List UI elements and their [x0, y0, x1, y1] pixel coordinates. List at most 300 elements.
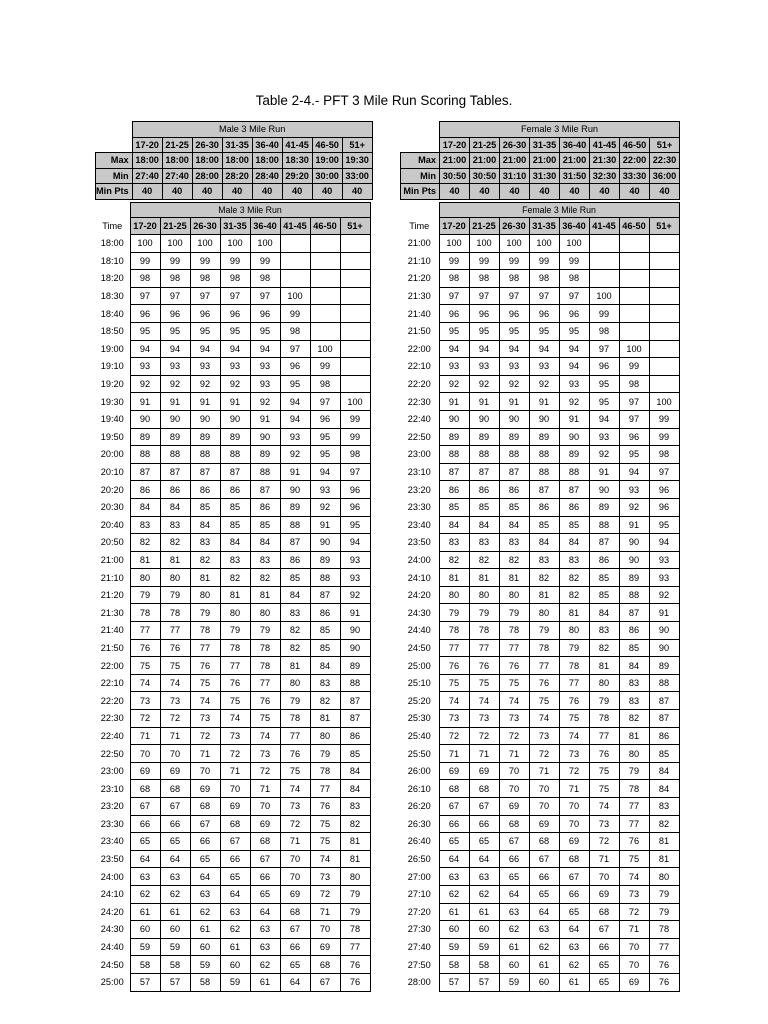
score-cell: 68 [439, 780, 469, 798]
summary-value: 28:20 [222, 168, 252, 184]
score-cell: 87 [280, 534, 310, 552]
score-cell: 98 [469, 270, 499, 288]
score-cell: 81 [280, 657, 310, 675]
table-row [400, 710, 679, 728]
score-cell: 80 [310, 727, 340, 745]
score-cell: 91 [439, 393, 469, 411]
score-cell: 90 [619, 551, 649, 569]
score-cell: 87 [160, 463, 190, 481]
score-cell: 73 [280, 798, 310, 816]
score-cell: 62 [130, 885, 160, 903]
summary-value: 40 [192, 184, 222, 200]
score-cell: 69 [589, 885, 619, 903]
score-cell: 94 [559, 340, 589, 358]
table-row [400, 727, 679, 745]
age-group-header: 17-20 [132, 137, 162, 153]
score-cell: 84 [469, 516, 499, 534]
score-cell: 95 [529, 322, 559, 340]
score-cell: 81 [250, 586, 280, 604]
score-cell [589, 235, 619, 253]
table-row [95, 622, 370, 640]
female-summary-title: Female 3 Mile Run [440, 122, 680, 138]
score-cell: 71 [130, 727, 160, 745]
score-cell: 89 [160, 428, 190, 446]
time-cell: 24:50 [407, 642, 431, 653]
table-row [400, 921, 679, 939]
score-cell: 76 [649, 956, 679, 974]
score-cell: 76 [340, 973, 370, 991]
score-cell: 85 [340, 745, 370, 763]
score-cell: 79 [280, 692, 310, 710]
score-cell: 81 [340, 833, 370, 851]
score-cell: 89 [280, 498, 310, 516]
score-cell [340, 375, 370, 393]
score-cell: 75 [589, 780, 619, 798]
score-cell: 83 [280, 604, 310, 622]
summary-row-label: Min Pts [96, 184, 133, 200]
table-row [95, 586, 370, 604]
score-cell: 95 [220, 322, 250, 340]
score-cell: 58 [130, 956, 160, 974]
table-row [400, 692, 679, 710]
score-cell: 92 [559, 393, 589, 411]
score-cell: 81 [619, 727, 649, 745]
score-cell: 93 [250, 358, 280, 376]
table-row [400, 287, 679, 305]
score-cell: 83 [340, 798, 370, 816]
score-cell: 63 [190, 885, 220, 903]
score-cell: 97 [250, 287, 280, 305]
score-cell: 66 [130, 815, 160, 833]
score-cell: 98 [220, 270, 250, 288]
time-cell: 27:10 [407, 889, 431, 900]
score-cell: 91 [619, 516, 649, 534]
table-row [400, 833, 679, 851]
table-row [400, 674, 679, 692]
score-cell: 63 [559, 938, 589, 956]
table-row [95, 815, 370, 833]
score-cell: 98 [340, 446, 370, 464]
score-cell [649, 340, 679, 358]
score-cell: 88 [250, 463, 280, 481]
score-cell: 99 [529, 252, 559, 270]
score-cell: 57 [439, 973, 469, 991]
score-cell: 78 [649, 921, 679, 939]
score-cell: 88 [439, 446, 469, 464]
score-cell: 79 [340, 903, 370, 921]
score-cell: 92 [190, 375, 220, 393]
score-cell: 83 [649, 798, 679, 816]
score-cell: 62 [220, 921, 250, 939]
score-cell: 74 [439, 692, 469, 710]
score-cell: 100 [220, 235, 250, 253]
time-cell: 21:30 [407, 291, 431, 302]
table-row [95, 692, 370, 710]
score-cell: 72 [589, 833, 619, 851]
score-cell: 65 [499, 868, 529, 886]
score-cell: 93 [160, 358, 190, 376]
score-cell: 82 [469, 551, 499, 569]
score-cell: 79 [499, 604, 529, 622]
score-cell [649, 270, 679, 288]
score-cell: 73 [439, 710, 469, 728]
score-cell: 93 [619, 481, 649, 499]
table-row [400, 798, 679, 816]
time-cell: 23:10 [100, 783, 124, 794]
score-cell: 97 [310, 393, 340, 411]
time-cell: 21:20 [100, 590, 124, 601]
score-cell [310, 235, 340, 253]
score-cell [310, 270, 340, 288]
age-group-header: 46-50 [312, 137, 342, 153]
table-row [95, 375, 370, 393]
score-cell: 98 [499, 270, 529, 288]
score-cell [589, 270, 619, 288]
score-cell: 93 [250, 375, 280, 393]
score-cell: 88 [220, 446, 250, 464]
score-cell: 70 [310, 921, 340, 939]
time-cell: 25:40 [407, 730, 431, 741]
score-cell: 96 [439, 305, 469, 323]
score-cell: 74 [160, 674, 190, 692]
score-cell: 94 [619, 463, 649, 481]
score-cell [310, 252, 340, 270]
table-row [95, 235, 370, 253]
score-cell: 85 [439, 498, 469, 516]
score-cell: 93 [190, 358, 220, 376]
score-cell: 91 [130, 393, 160, 411]
score-cell: 76 [280, 745, 310, 763]
score-cell [340, 340, 370, 358]
score-cell: 71 [439, 745, 469, 763]
score-cell: 63 [529, 921, 559, 939]
male-table-title: Male 3 Mile Run [130, 203, 370, 218]
score-cell: 100 [649, 393, 679, 411]
score-cell: 90 [439, 410, 469, 428]
score-cell: 91 [160, 393, 190, 411]
score-cell: 90 [220, 410, 250, 428]
summary-value: 28:00 [192, 168, 222, 184]
score-cell: 76 [649, 973, 679, 991]
score-cell: 72 [130, 710, 160, 728]
time-cell: 25:10 [407, 678, 431, 689]
score-cell [280, 252, 310, 270]
score-cell: 82 [499, 551, 529, 569]
score-cell: 83 [559, 551, 589, 569]
score-cell: 74 [280, 780, 310, 798]
time-cell: 22:50 [407, 431, 431, 442]
score-cell: 97 [619, 410, 649, 428]
score-cell: 67 [559, 868, 589, 886]
time-cell: 24:40 [100, 942, 124, 953]
score-cell: 93 [649, 569, 679, 587]
score-cell [340, 358, 370, 376]
score-cell: 77 [649, 938, 679, 956]
score-cell: 75 [589, 762, 619, 780]
table-row [95, 340, 370, 358]
score-cell: 94 [559, 358, 589, 376]
time-cell: 21:00 [100, 554, 124, 565]
score-cell: 67 [499, 833, 529, 851]
time-cell: 22:20 [407, 379, 431, 390]
time-cell: 20:40 [100, 519, 124, 530]
score-cell: 85 [220, 498, 250, 516]
score-cell: 82 [589, 639, 619, 657]
table-row [400, 428, 679, 446]
score-cell: 68 [499, 815, 529, 833]
time-cell: 24:00 [407, 554, 431, 565]
table-row [95, 762, 370, 780]
score-cell: 90 [469, 410, 499, 428]
score-cell: 66 [499, 850, 529, 868]
score-cell: 62 [559, 956, 589, 974]
time-cell: 21:50 [407, 326, 431, 337]
table-row [95, 270, 370, 288]
score-cell: 89 [220, 428, 250, 446]
score-cell: 64 [130, 850, 160, 868]
time-cell: 25:00 [100, 977, 124, 988]
score-cell: 100 [499, 235, 529, 253]
time-cell: 22:10 [100, 678, 124, 689]
time-cell: 23:30 [407, 502, 431, 513]
score-cell: 87 [190, 463, 220, 481]
score-cell: 76 [559, 692, 589, 710]
age-group-header: 31-35 [220, 218, 250, 235]
score-cell: 99 [559, 252, 589, 270]
score-cell: 59 [160, 938, 190, 956]
score-cell: 94 [649, 534, 679, 552]
score-cell: 73 [250, 745, 280, 763]
time-cell: 25:00 [407, 660, 431, 671]
score-cell [619, 287, 649, 305]
score-cell: 95 [619, 446, 649, 464]
score-cell: 96 [499, 305, 529, 323]
score-cell: 94 [499, 340, 529, 358]
score-cell: 95 [589, 393, 619, 411]
score-cell: 61 [559, 973, 589, 991]
score-cell: 91 [280, 463, 310, 481]
score-cell: 84 [340, 762, 370, 780]
score-cell: 99 [649, 410, 679, 428]
score-cell: 89 [589, 498, 619, 516]
score-cell: 96 [310, 410, 340, 428]
score-cell: 63 [160, 868, 190, 886]
score-cell: 92 [160, 375, 190, 393]
score-cell: 95 [310, 446, 340, 464]
score-cell: 77 [559, 674, 589, 692]
score-cell [280, 235, 310, 253]
score-cell: 67 [469, 798, 499, 816]
score-cell [340, 322, 370, 340]
time-cell: 23:40 [100, 836, 124, 847]
summary-row-label: Max [401, 153, 440, 169]
score-cell: 81 [499, 569, 529, 587]
score-cell: 74 [469, 692, 499, 710]
score-cell: 87 [220, 463, 250, 481]
time-cell: 18:40 [100, 308, 124, 319]
score-cell: 80 [439, 586, 469, 604]
score-cell: 89 [130, 428, 160, 446]
score-cell: 71 [190, 745, 220, 763]
summary-row-label: Min Pts [401, 184, 440, 200]
score-cell: 99 [250, 252, 280, 270]
score-cell: 71 [310, 903, 340, 921]
time-cell: 26:10 [407, 783, 431, 794]
score-cell: 85 [280, 569, 310, 587]
summary-value: 18:30 [282, 153, 312, 169]
score-cell [340, 305, 370, 323]
score-cell: 95 [499, 322, 529, 340]
score-cell: 100 [280, 287, 310, 305]
score-cell: 97 [130, 287, 160, 305]
score-cell: 87 [250, 481, 280, 499]
score-cell: 94 [280, 393, 310, 411]
score-cell [340, 270, 370, 288]
score-cell: 81 [310, 710, 340, 728]
score-cell: 71 [469, 745, 499, 763]
score-cell: 76 [529, 674, 559, 692]
table-row [400, 903, 679, 921]
time-cell: 25:50 [407, 748, 431, 759]
table-row [95, 446, 370, 464]
score-cell: 92 [220, 375, 250, 393]
score-cell: 76 [340, 956, 370, 974]
score-cell: 81 [469, 569, 499, 587]
score-cell: 65 [190, 850, 220, 868]
score-cell: 85 [310, 639, 340, 657]
table-row [400, 622, 679, 640]
score-cell: 64 [439, 850, 469, 868]
table-row [95, 710, 370, 728]
summary-value: 40 [470, 184, 500, 200]
table-row [95, 534, 370, 552]
score-cell: 88 [310, 569, 340, 587]
table-row [400, 534, 679, 552]
table-row [400, 569, 679, 587]
score-cell: 88 [619, 586, 649, 604]
score-cell: 77 [280, 727, 310, 745]
score-cell: 60 [130, 921, 160, 939]
table-row [95, 903, 370, 921]
table-row [95, 850, 370, 868]
table-row [400, 322, 679, 340]
score-cell: 99 [589, 305, 619, 323]
score-cell: 88 [649, 674, 679, 692]
table-row [95, 639, 370, 657]
score-cell: 82 [439, 551, 469, 569]
table-row [95, 921, 370, 939]
score-cell: 95 [310, 428, 340, 446]
score-cell: 85 [619, 639, 649, 657]
female-scoring-table [400, 202, 680, 992]
score-cell: 78 [559, 657, 589, 675]
score-cell: 92 [469, 375, 499, 393]
score-cell: 99 [280, 305, 310, 323]
score-cell: 86 [190, 481, 220, 499]
score-cell: 74 [190, 692, 220, 710]
time-cell: 23:30 [100, 818, 124, 829]
score-cell: 100 [529, 235, 559, 253]
score-cell: 72 [190, 727, 220, 745]
summary-value: 40 [500, 184, 530, 200]
score-cell: 87 [340, 710, 370, 728]
score-cell: 77 [340, 938, 370, 956]
score-cell: 81 [589, 657, 619, 675]
score-cell: 72 [529, 745, 559, 763]
age-group-header: 51+ [649, 218, 679, 235]
age-group-header: 36-40 [559, 218, 589, 235]
score-cell: 93 [220, 358, 250, 376]
score-cell: 90 [649, 622, 679, 640]
table-row [400, 463, 679, 481]
score-cell: 71 [280, 833, 310, 851]
score-cell: 66 [280, 938, 310, 956]
score-cell: 77 [619, 815, 649, 833]
score-cell: 88 [469, 446, 499, 464]
table-row [95, 745, 370, 763]
table-row [95, 305, 370, 323]
summary-row-label: Min [96, 168, 133, 184]
time-cell: 27:30 [407, 924, 431, 935]
age-group-header: 51+ [340, 218, 370, 235]
time-cell: 23:00 [407, 449, 431, 460]
score-cell: 83 [619, 674, 649, 692]
summary-value: 27:40 [162, 168, 192, 184]
score-cell: 76 [130, 639, 160, 657]
score-cell [619, 252, 649, 270]
score-cell: 90 [190, 410, 220, 428]
score-cell: 96 [649, 481, 679, 499]
score-cell: 86 [340, 727, 370, 745]
score-cell: 89 [469, 428, 499, 446]
score-cell: 69 [469, 762, 499, 780]
score-cell: 100 [589, 287, 619, 305]
score-cell: 73 [160, 692, 190, 710]
score-cell: 66 [589, 938, 619, 956]
score-cell: 79 [649, 885, 679, 903]
score-cell: 87 [529, 481, 559, 499]
score-cell: 94 [439, 340, 469, 358]
score-cell: 66 [439, 815, 469, 833]
score-cell: 69 [499, 798, 529, 816]
score-cell: 78 [529, 639, 559, 657]
age-group-header: 26-30 [499, 218, 529, 235]
score-cell: 74 [250, 727, 280, 745]
age-group-header: 17-20 [439, 218, 469, 235]
score-cell: 90 [499, 410, 529, 428]
score-cell: 86 [160, 481, 190, 499]
score-cell: 75 [220, 692, 250, 710]
score-cell: 70 [589, 868, 619, 886]
score-cell: 86 [220, 481, 250, 499]
score-cell: 91 [220, 393, 250, 411]
score-cell: 88 [499, 446, 529, 464]
summary-value: 33:00 [342, 168, 372, 184]
score-cell: 66 [529, 868, 559, 886]
table-row [95, 393, 370, 411]
time-cell: 19:30 [100, 396, 124, 407]
score-cell: 91 [589, 463, 619, 481]
score-cell: 65 [589, 973, 619, 991]
score-cell: 78 [190, 622, 220, 640]
score-cell: 91 [310, 516, 340, 534]
score-cell: 91 [250, 410, 280, 428]
table-row [400, 745, 679, 763]
score-cell: 69 [250, 815, 280, 833]
score-cell: 75 [280, 762, 310, 780]
score-cell: 64 [469, 850, 499, 868]
score-cell: 98 [589, 322, 619, 340]
